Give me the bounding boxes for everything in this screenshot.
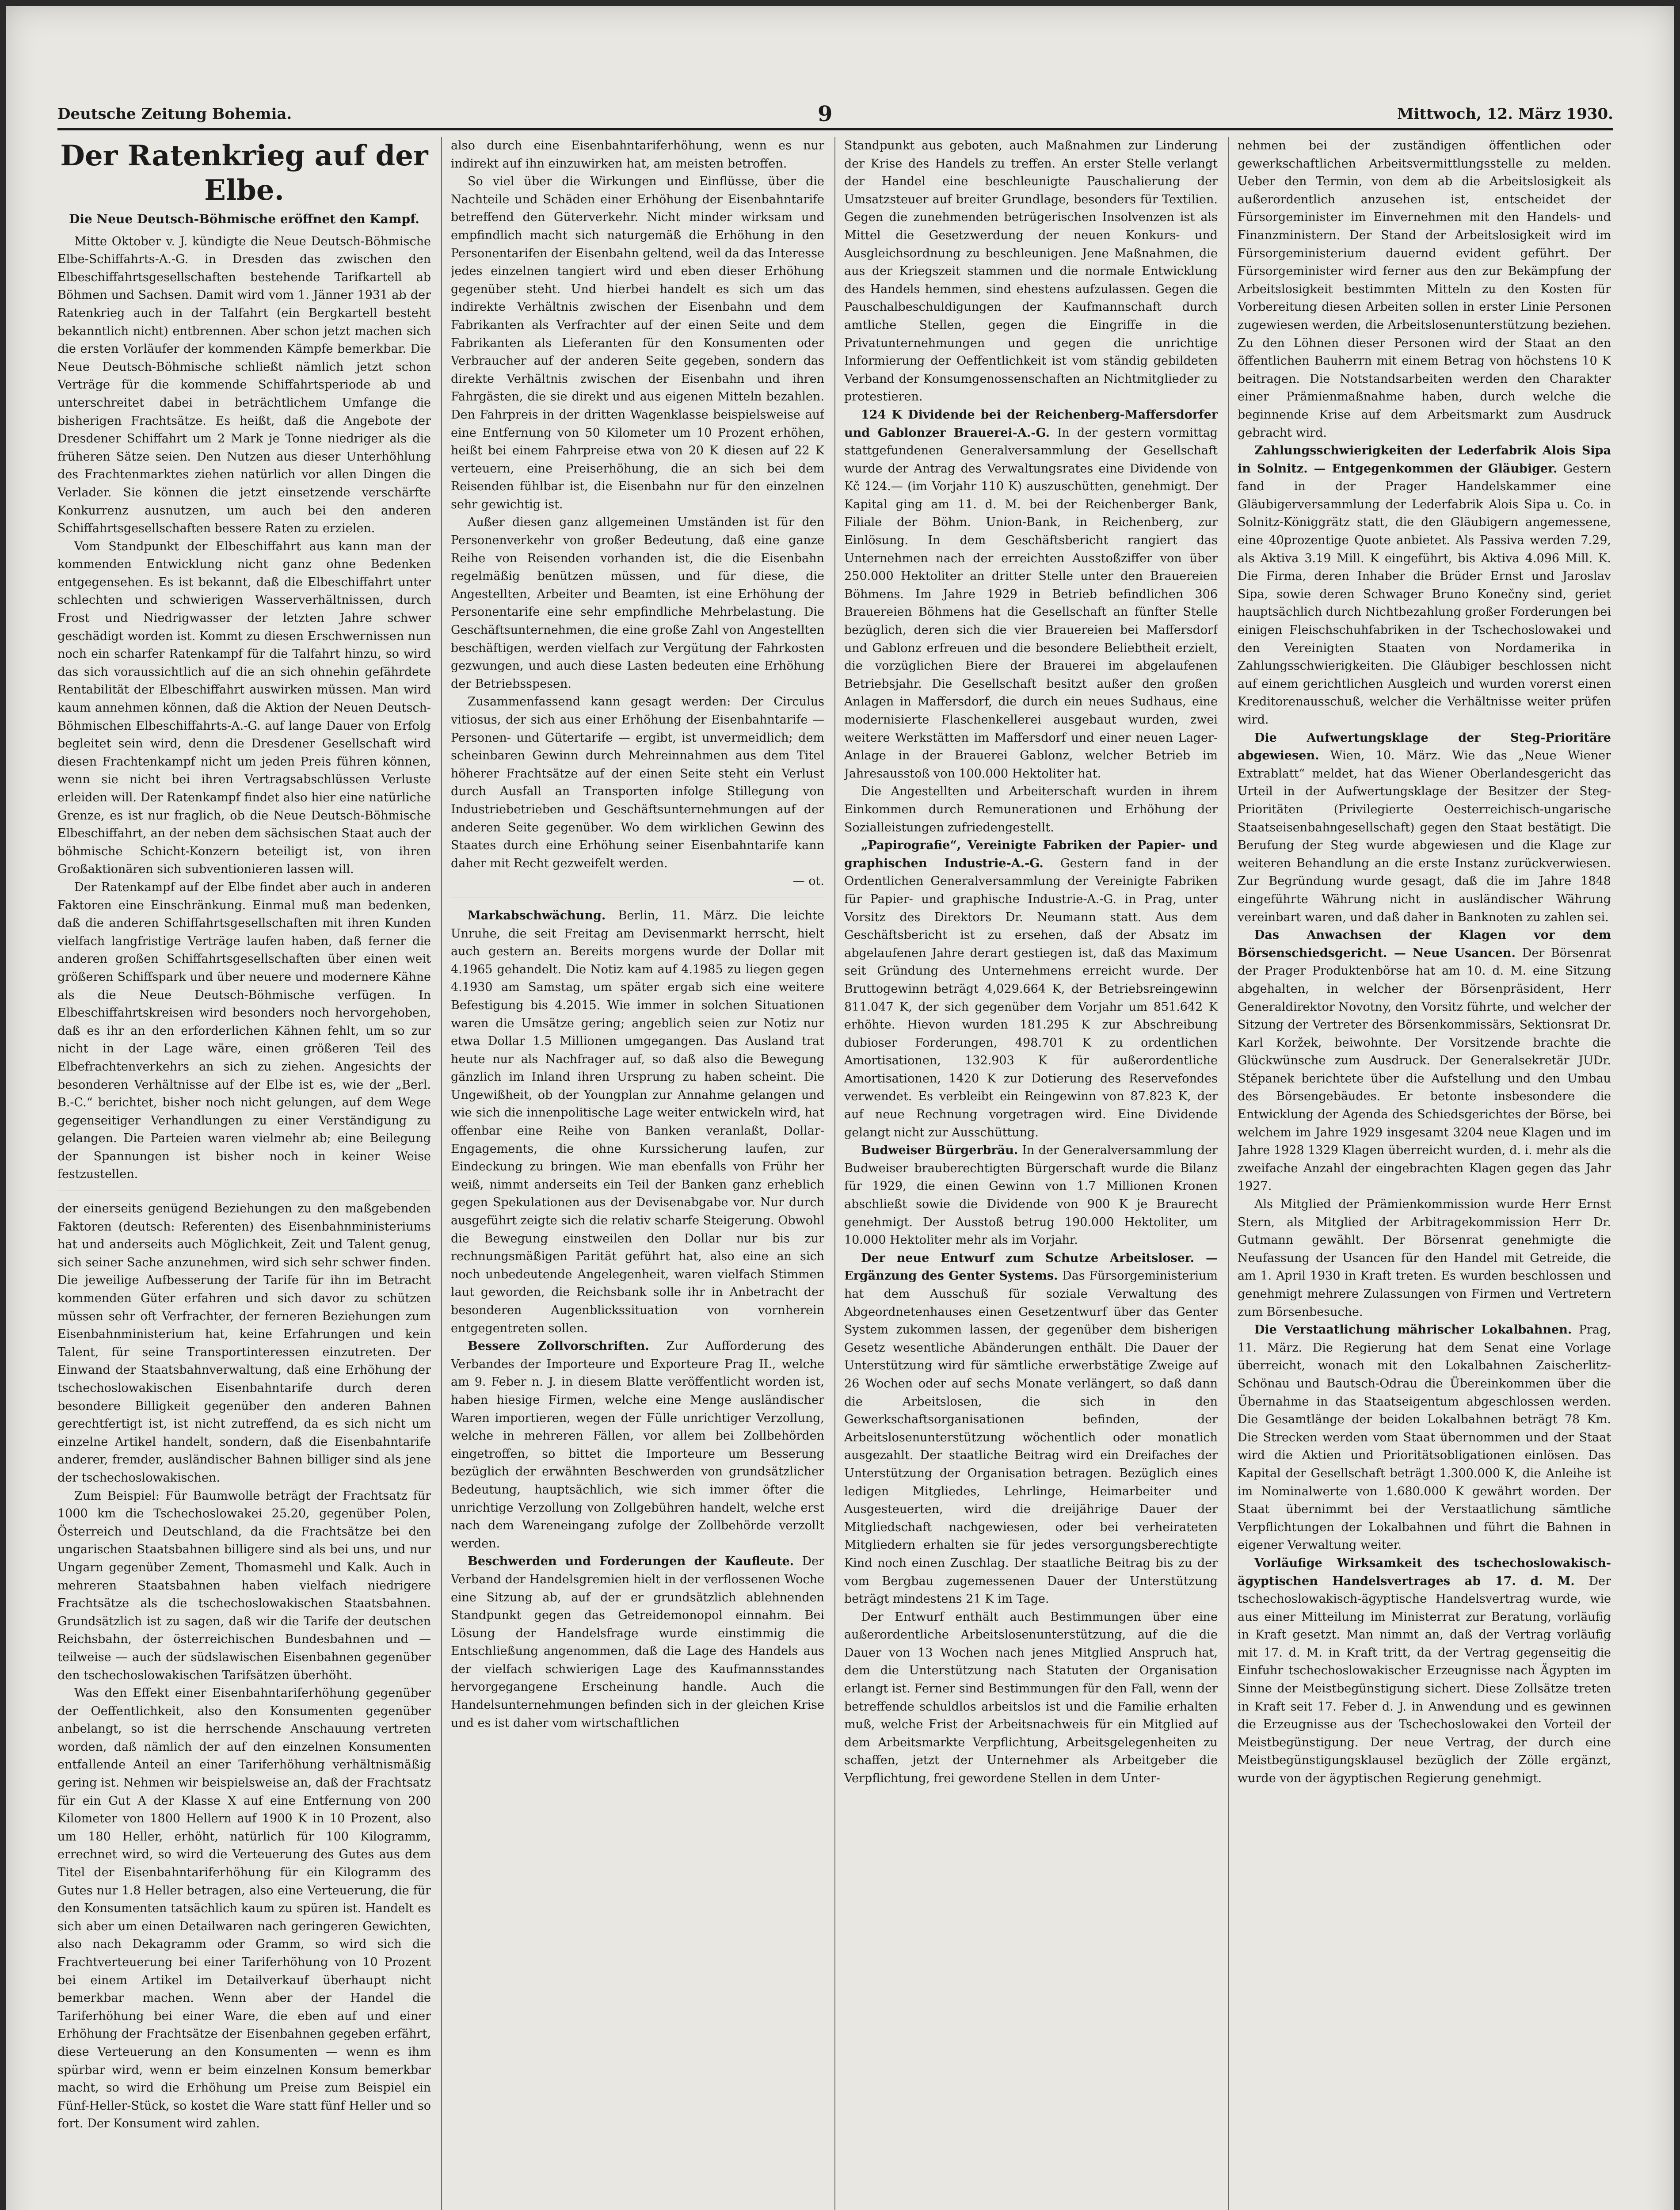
paragraph: Der Entwurf enthält auch Bestimmungen über eine außerordentliche Arbeitslosenunterstützung, auf die die Dauer von 13 Wochen nach jenes Mitglied Anspruch hat, dem die Unterstützung nach Statuten der Organisation erlangt ist. Ferner sind Bestimmungen für den Fall, wenn der betreffende schuldlos arbeitslos ist und die Familie erhalten muß, welche Frist der Arbeitsnachweis für ein Mitglied auf dem Arbeitsmarkte Verpflichtung, Arbeitsgelegenheiten zu schaffen, jetzt der Unternehmer als Arbeitgeber die Verpflichtung, frei gewordene Stellen in dem Unter- xyxy=(844,1610,1218,1786)
column-4 xyxy=(1238,137,1611,2210)
item-heading: Bessere Zollvorschriften. xyxy=(468,1339,649,1353)
paragraph: Als Mitglied der Prämienkommission wurde Herr Ernst Stern, als Mitglied der Arbitragekommission Herr Dr. Gutmann gewählt. Der Börsenrat genehmigte die Neufassung der Usancen für den Handel mit Getreide, die am 1. April 1930 in Kraft treten. Es wurden beschlossen und genehmigt mehrere Zulassungen von Firmen und Vertretern zum Börsenbesuche. xyxy=(1238,1197,1611,1319)
item-body: Der Börsenrat der Prager Produktenbörse hat am 10. d. M. eine Sitzung abgehalten, in welcher der Börsenpräsident, Herr Generaldirektor Novotny, den Vorsitz führte, und welcher der Sitzung der Vertreter des Börsenkommissärs, Sektionsrat Dr. Karl Koržek, beiwohnte. Der Vorsitzende brachte die Glückwünsche zum Ausdruck. Der Generalsekretär JUDr. Stěpanek berichtete über die Aufstellung und den Umbau des Börsengebäudes. Er betonte insbesondere die Entwicklung der Agenda des Schiedsgerichtes der Börse, bei welchem im Jahre 1929 insgesamt 3204 neue Klagen und im Jahre 1928 1329 Klagen überreicht wurden, d. i. mehr als die zweifache Anzahl der eingebrachten Klagen gegen das Jahr 1927. xyxy=(1238,946,1611,1193)
article-columns xyxy=(57,137,1613,2210)
news-item xyxy=(1238,926,1611,1196)
item-heading: Vorläufige Wirksamkeit des tschechoslowakisch-ägyptischen Handelsvertrages ab 17. d. M. xyxy=(1238,1556,1611,1588)
section-divider xyxy=(57,1190,431,1194)
paragraph: Mitte Oktober v. J. kündigte die Neue Deutsch-Böhmische Elbe-Schiffahrts-A.-G. in Dresden das zwischen den Elbeschiffahrtsgesellschaften bestehende Tarifkartell ab Böhmen und Sachsen. Damit wird vom 1. Jänner 1931 ab der Ratenkrieg auch in der Talfahrt (ein Bergkartell besteht bekanntlich nicht) entbrennen. Aber schon jetzt machen sich die ersten Vorläufer der kommenden Kämpfe bemerkbar. Die Neue Deutsch-Böhmische schließt nämlich jetzt schon Verträge für die kommende Schiffahrtsperiode ab und unterschreitet dabei in beträchtlichem Umfange die bisherigen Frachtsätze. Es heißt, daß die Angebote der Dresdener Schiffahrt um 2 Mark je Tonne niedriger als die früheren Sätze seien. Den Nutzen aus dieser Unterhöhlung des Frachtenmarktes ziehen natürlich vor allen Dingen die Verlader. Sie können die jetzt einsetzende verschärfte Konkurrenz ausnutzen, um auch bei den anderen Schiffahrtsgesellschaften bessere Raten zu erzielen. xyxy=(57,234,431,536)
paragraph: Vom Standpunkt der Elbeschiffahrt aus kann man der kommenden Entwicklung nicht ganz ohne Bedenken entgegensehen. Es ist bekannt, daß die Elbeschiffahrt unter schlechten und schwierigen Wasserverhältnissen, durch Frost und Niedrigwasser der letzten Jahre schwer geschädigt worden ist. Kommt zu diesen Erschwernissen nun noch ein scharfer Ratenkampf für die Talfahrt hinzu, so wird das sich voraussichtlich auf die an sich ohnehin gefährdete Rentabilität der Elbeschiffahrt auswirken müssen. Man wird kaum annehmen können, daß die Aktion der Neuen Deutsch-Böhmischen Elbeschiffahrts-A.-G. auf lange Dauer von Erfolg begleitet sein wird, denn die Dresdener Gesellschaft wird diesen Frachtenkampf nicht um jeden Preis führen können, wenn sie nicht bei ihren Vertragsabschlüssen Verluste erleiden will. Der Ratenkampf findet also hier eine natürliche Grenze, es ist nur fraglich, ob die Neue Deutsch-Böhmische Elbeschiffahrt, an der neben dem sächsischen Staat auch der böhmische Schicht-Konzern beteiligt ist, von ihren Großaktionären sich subventionieren lassen will. xyxy=(57,539,431,876)
item-body: Der tschechoslowakisch-ägyptische Handelsvertrag wurde, wie aus einer Mitteilung im Ministerrat zur Beratung, vorläufig in Kraft gesetzt. Man nimmt an, daß der Vertrag vorläufig mit 17. d. M. in Kraft tritt, da der Vertrag gegenseitig die Einfuhr tschechoslowakischer Erzeugnisse nach Ägypten im Sinne der Meistbegünstigung sichert. Diese Zollsätze treten in Kraft seit 17. Feber d. J. in Anwendung und es gewinnen die Erzeugnisse aus der Tschechoslowakei den Vorteil der Meistbegünstigung. Der neue Vertrag, der durch eine Meistbegünstigungsklausel bezüglich der Zölle ergänzt, wurde von der ägyptischen Regierung genehmigt. xyxy=(1238,1574,1611,1786)
paragraph: Was den Effekt einer Eisenbahntariferhöhung gegenüber der Oeffentlichkeit, also den Konsumenten gegenüber anbelangt, so ist die herrschende Anschauung vertreten worden, daß nämlich der auf den einzelnen Konsumenten entfallende Anteil an einer Tariferhöhung verhältnismäßig gering ist. Nehmen wir beispielsweise an, daß der Frachtsatz für ein Gut A der Klasse X auf eine Entfernung von 200 Kilometer von 1800 Hellern auf 1900 K in 10 Prozent, also um 180 Heller, erhöht, natürlich für 100 Kilogramm, errechnet wird, so wird die Verteuerung des Gutes aus dem Titel der Eisenbahntariferhöhung für ein Kilogramm des Gutes nur 1.8 Heller betragen, also eine Verteuerung, die für den Konsumenten tatsächlich kaum zu spüren ist. Handelt es sich aber um einen Detailwaren nach geringeren Gewichten, also nach Dekagramm oder Gramm, so wird sich die Frachtverteuerung bei einer Tariferhöhung von 10 Prozent bei einem Artikel im Detailverkauf überhaupt nicht bemerkbar machen. Wenn aber der Handel die Tariferhöhung bei einer Ware, die eben auf und einer Erhöhung der Frachtsätze der Eisenbahnen gegeben erfährt, diese Verteuerung an den Konsumenten — wenn es ihm spürbar wird, wenn er beim einzelnen Konsum bemerkbar macht, so wird die Erhöhung um Preise zum Beispiel ein Fünf-Heller-Stück, so kostet die Ware statt fünf Heller und so fort. Der Konsument wird zahlen. xyxy=(57,1686,431,2131)
news-item xyxy=(844,1250,1218,1608)
paragraph: Der Ratenkampf auf der Elbe findet aber auch in anderen Faktoren eine Einschränkung. Einmal muß man bedenken, daß die anderen Schiffahrtsgesellschaften mit ihren Kunden vielfach langfristige Verträge laufen haben, daß ferner die anderen großen Schiffahrtsgesellschaften über einen weit größeren Schiffspark und über neuere und modernere Kähne als die Neue Deutsch-Böhmische verfügen. In Elbeschiffahrtskreisen wird besonders noch hervorgehoben, daß es ihr an den erforderlichen Kähnen fehlt, um so zur nicht in der Lage wäre, einen größeren Teil des Elbefrachtenverkehrs an sich zu ziehen. Angesichts der besonderen Verhältnisse auf der Elbe ist es, wie der „Berl. B.-C.“ berichtet, bisher noch nicht gelungen, auf dem Wege gegenseitiger Verhandlungen zu einer Verständigung zu gelangen. Die Parteien waren vielmehr ab; eine Beilegung der Spannungen ist bisher noch in keiner Weise festzustellen. xyxy=(57,880,431,1181)
headline: Der Ratenkrieg auf der Elbe. xyxy=(60,139,428,207)
news-item xyxy=(844,1142,1218,1250)
news-item xyxy=(1238,442,1611,729)
paragraph: nehmen bei der zuständigen öffentlichen oder gewerkschaftlichen Arbeitsvermittlungsstelle zu melden. Ueber den Termin, von dem ab die Arbeitslosigkeit als außerordentlich anzusehen ist, entscheidet der Fürsorgeminister im Einvernehmen mit den Handels- und Finanzministern. Der Stand der Arbeitslosigkeit wird im Fürsorgeministerium dauernd evident geführt. Der Fürsorgeminister wird ferner aus den zur Bekämpfung der Arbeitslosigkeit bestimmten Mitteln zu den Kosten für Vorbereitung diesen Arbeiten sollen in erster Linie Personen zugewiesen werden, die Arbeitslosenunterstützung beziehen. Zu den Löhnen dieser Personen wird der Staat an den öffentlichen Bauherrn mit einem Betrag von höchstens 10 K beitragen. Die Notstandsarbeiten werden den Charakter einer Prämienmaßnahme haben, durch welche die beginnende Krise auf dem Arbeitsmarkt zum Ausdruck gebracht wird. xyxy=(1238,139,1611,440)
news-item xyxy=(1238,1555,1611,1788)
masthead-title: Deutsche Zeitung Bohemia. xyxy=(57,105,292,123)
news-item xyxy=(451,907,824,1337)
news-item xyxy=(451,1553,824,1732)
news-item xyxy=(1238,1321,1611,1555)
paragraph: Standpunkt aus geboten, auch Maßnahmen zur Linderung der Krise des Handels zu treffen. An erster Stelle verlangt der Handel eine beschleunigte Pauschalierung der Umsatzsteuer auf breiter Grundlage, besonders für Textilien. Gegen die zunehmenden betrügerischen Insolvenzen ist als Mittel die Gesetzwerdung der neuen Konkurs- und Ausgleichsordnung zu beschleunigen. Jene Maßnahmen, die aus der Kriegszeit stammen und die normale Entwicklung des Handels hemmen, sind ehestens aufzulassen. Gegen die Pauschalbeschuldigungen der Kaufmannschaft durch amtliche Stellen, gegen die Eingriffe in die Privatunternehmungen und gegen die unrichtige Informierung der Oeffentlichkeit ist vom ständig gebildeten Verband der Konsumgenossenschaften an Nichtmitglieder zu protestieren. xyxy=(844,139,1218,404)
item-heading: Das Anwachsen der Klagen vor dem Börsenschiedsgericht. — Neue Usancen. xyxy=(1238,928,1611,960)
item-body: Wien, 10. März. Wie das „Neue Wiener Extrablatt“ meldet, hat das Wiener Oberlandesgericht das Urteil in der Aufwertungsklage der Besitzer der Steg-Prioritäten (Privilegierte Oesterreichisch-ungarische Staatseisenbahngesellschaft) gegen den Staat bestätigt. Die Berufung der Steg wurde abgewiesen und die Klage zur weiteren Behandlung an die erste Instanz zurückverwiesen. Zur Begründung wurde gesagt, daß die im Jahre 1848 eingeführte Währung nicht in ausländischer Währung vereinbart waren, und daß daher in Banknoten zu zahlen sei. xyxy=(1238,749,1611,924)
news-item xyxy=(451,1337,824,1553)
paragraph: Zusammenfassend kann gesagt werden: Der Circulus vitiosus, der sich aus einer Erhöhung der Eisenbahntarife — Personen- und Gütertarife — ergibt, ist unvermeidlich; dem scheinbaren Gewinn durch Mehreinnahmen aus dem Titel höherer Frachtsätze auf der einen Seite steht ein Verlust durch Ausfall an Transporten infolge Stillegung von Industriebetrieben und Geschäftsunternehmungen auf der anderen Seite gegenüber. Wo dem wirklichen Gewinn des Staates durch eine Erhöhung seiner Eisenbahntarife kann daher mit Recht gezweifelt werden. xyxy=(451,695,824,870)
item-body: Gestern fand in der Prager Handelskammer eine Gläubigerversammlung der Lederfabrik Alois Sipa u. Co. in Solnitz-Königgrätz statt, die den Gläubigern angemessene, eine 40prozentige Quote anbietet. Als Passiva werden 7.29, als Aktiva 3.19 Mill. K eingeführt, bis Aktiva 4.096 Mill. K. Die Firma, deren Inhaber die Brüder Ernst und Jaroslav Sipa, sowie deren Schwager Bruno Konečny sind, geriet hauptsächlich durch Nichtbezahlung großer Forderungen bei einigen Fleischschuhfabriken in der Tschechoslowakei und den Vereinigten Staaten von Nordamerika in Zahlungsschwierigkeiten. Die Gläubiger beschlossen nicht auf einem gerichtlichen Ausgleich und wurden vorerst einen Kreditorenausschuß, welcher die Verhältnisse weiter prüfen wird. xyxy=(1238,461,1611,727)
item-heading: Der neue Entwurf zum Schutze Arbeitsloser. — Ergänzung des Genter Systems. xyxy=(844,1251,1218,1283)
newspaper-page xyxy=(57,102,1613,2210)
column-3 xyxy=(844,137,1218,2210)
paragraph: also durch eine Eisenbahntariferhöhung, wenn es nur indirekt auf ihn einzuwirken hat, am meisten betroffen. xyxy=(451,139,824,171)
section-divider xyxy=(451,897,824,901)
item-heading: Beschwerden und Forderungen der Kaufleute. xyxy=(468,1555,794,1569)
item-body: In der gestern vormittag stattgefundenen Generalversammlung der Gesellschaft wurde der Antrag des Verwaltungsrates eine Dividende von Kč 124.— (im Vorjahr 110 K) auszuschütten, genehmigt. Der Kapital ging am 11. d. M. bei der Reichenberger Bank, Filiale der Böhm. Union-Bank, in Reichenberg, zur Einlösung. In dem Geschäftsbericht rangiert das Unternehmen nach der erreichten Ausstoßziffer von über 250.000 Hektoliter an dritter Stelle unter den Brauereien Böhmens. Im Jahre 1929 in Betrieb befindlichen 306 Brauereien Böhmens hat die Gesellschaft an fünfter Stelle bezüglich, deren sich die vier Brauereien bei Maffersdorf und Gablonz erfreuen und die besondere Beliebtheit erzielt, die vorzüglichen Biere der Brauerei im abgelaufenen Betriebsjahr. Die Gesellschaft besitzt außer den großen Anlagen in Maffersdorf, die durch ein neues Sudhaus, eine modernisierte Flaschenkellerei ausgebaut wurden, zwei weitere Werkstätten im Maffersdorf und einer neuen Lager-Anlage in der Brauerei Gablonz, welcher Betrieb im Jahresausstoß von 100.000 Hektoliter hat. xyxy=(844,426,1218,781)
column-2 xyxy=(451,137,824,2210)
column-1 xyxy=(57,137,431,2210)
news-item xyxy=(844,406,1218,783)
paragraph: Zum Beispiel: Für Baumwolle beträgt der Frachtsatz für 1000 km die Tschechoslowakei 25.20, gegenüber Polen, Österreich und Deutschland, da die Frachtsätze bei den ungarischen Staatsbahnen billigere sind als bei uns, und nur Ungarn gegenüber Zement, Thomasmehl und Kalk. Auch in mehreren Staatsbahnen haben vielfach niedrigere Frachtsätze als die tschechoslowakischen Staatsbahnen. Grundsätzlich ist zu sagen, daß wir die Tarife der deutschen Reichsbahn, der österreichischen Bundesbahnen und — teilweise — auch der südslawischen Eisenbahnen gegenüber den tschechoslowakischen Tarifsätzen überhöht. xyxy=(57,1489,431,1682)
signature: — ot. xyxy=(792,874,824,888)
item-body: In der Generalversammlung der Budweiser brauberechtigten Bürgerschaft wurde die Bilanz für 1929, die einen Gewinn von 1.7 Millionen Kronen abschließt sowie die Dividende von 900 K je Braurecht genehmigt. Der Ausstoß betrug 190.000 Hektoliter, um 10.000 Hektoliter mehr als im Vorjahr. xyxy=(844,1143,1218,1247)
running-head xyxy=(57,102,1613,130)
news-item xyxy=(1238,729,1611,927)
issue-date: Mittwoch, 12. März 1930. xyxy=(1397,105,1613,123)
item-heading: Die Verstaatlichung mährischer Lokalbahnen. xyxy=(1254,1323,1572,1337)
item-body: Gestern fand in der Ordentlichen Generalversammlung der Vereinigte Fabriken für Papier- und graphische Industrie-A.-G. in Prag, unter Vorsitz des Direktors Dr. Neumann statt. Aus dem Geschäftsbericht ist zu ersehen, daß der Absatz im abgelaufenen Jahre derart gestiegen ist, daß das Maximum seit Gründung des Unternehmens erreicht wurde. Der Bruttogewinn beträgt 4,029.664 K, der Betriebsreingewinn 811.047 K, der sich gegenüber dem Vorjahr um 851.642 K erhöhte. Hievon wurden 181.295 K zur Abschreibung dubioser Forderungen, 498.701 K zu ordentlichen Amortisationen, 132.903 K für außerordentliche Amortisationen, 1420 K zur Dotierung des Reservefondes verwendet. Es verbleibt ein Reingewinn von 87.823 K, der auf neue Rechnung vorgetragen wird. Eine Dividende gelangt nicht zur Ausschüttung. xyxy=(844,856,1218,1139)
item-heading: Markabschwächung. xyxy=(468,908,606,922)
item-body: Prag, 11. März. Die Regierung hat dem Senat eine Vorlage überreicht, wonach mit den Lokalbahnen Zaischerlitz-Schönau und Bautsch-Odrau die Übereinkommen über die Übernahme in das Staatseigentum abgeschlossen werden. Die Gesamtlänge der beiden Lokalbahnen beträgt 78 Km. Die Strecken werden vom Staat übernommen und der Staat wird die Aktien und Prioritätsobligationen einlösen. Das Kapital der Gesellschaft beträgt 1.300.000 K, die Anleihe ist im Nominalwerte von 1.680.000 K gewährt worden. Der Staat übernimmt bei der Verstaatlichung sämtliche Verpflichtungen der Lokalbahnen und führt die Bahnen in eigener Verwaltung weiter. xyxy=(1238,1323,1611,1552)
subheadline: Die Neue Deutsch-Böhmische eröffnet den Kampf. xyxy=(69,212,419,226)
page-number: 9 xyxy=(818,102,833,126)
paragraph: Die Angestellten und Arbeiterschaft wurden in ihrem Einkommen durch Remunerationen und Erhöhung der Sozialleistungen zufriedengestellt. xyxy=(844,785,1218,834)
item-heading: „Papirografie“, Vereinigte Fabriken der Papier- und graphischen Industrie-A.-G. xyxy=(844,838,1218,870)
item-heading: 124 K Dividende bei der Reichenberg-Maffersdorfer und Gablonzer Brauerei-A.-G. xyxy=(844,408,1218,440)
news-item xyxy=(844,837,1218,1142)
paragraph: der einerseits genügend Beziehungen zu den maßgebenden Faktoren (deutsch: Referenten) des Eisenbahnministeriums hat und anderseits auch Möglichkeit, Zeit und Talent genug, sich seiner Sache anzunehmen, wird sich sehr schwer finden. Die jeweilige Aufbesserung der Tarife für ihn im Betracht kommenden Güter erfahren und sich davor zu schützen müssen sehr oft Verfrachter, der ferneren Beziehungen zum Eisenbahnministerium hat, keine Erfahrungen und kein Talent, für seine Transportinteressen einzutreten. Der Einwand der Staatsbahnverwaltung, daß eine Erhöhung der tschechoslowakischen Eisenbahntarife durch deren besondere Billigkeit gegenüber den anderen Bahnen gerechtfertigt ist, ist nicht zutreffend, da es sich nicht um einzelne Artikel handelt, sondern, daß die Eisenbahntarife anderer, fremder, ausländischer Bahnen billiger sind als jene der tschechoslowakischen. xyxy=(57,1202,431,1485)
item-body: Berlin, 11. März. Die leichte Unruhe, die seit Freitag am Devisenmarkt herrscht, hielt auch gestern an. Bereits morgens wurde der Dollar mit 4.1965 gehandelt. Die Notiz kam auf 4.1985 zu liegen gegen 4.1930 am Samstag, um später ergab sich eine weitere Befestigung bis 4.2015. Wie immer in solchen Situationen waren die Umsätze gering; angeblich seien zur Notiz nur etwa Dollar 1.5 Millionen umgegangen. Das Ausland trat heute nur als Nachfrager auf, so daß also die Bewegung gänzlich im Inland ihren Ursprung zu haben scheint. Die Ungewißheit, ob der Youngplan zur Annahme gelangen und wie sich die innenpolitische Lage weiter entwickeln wird, hat offenbar eine Reihe von Banken veranlaßt, Dollar-Engagements, die ohne Kurssicherung laufen, zur Eindeckung zu bringen. Wie man ebenfalls von Frühr her weiß, nimmt anderseits ein Teil der Banken ganz erheblich gegen Spekulationen aus der Devisenabgabe vor. Nur durch ausgeführt zeigte sich die relativ scharfe Steigerung. Obwohl die Bewegung einstweilen den Dollar nur bis zur rechnungsmäßigen Parität geführt hat, also eine an sich noch unbedeutende Angelegenheit, waren vielfach Stimmen laut geworden, die Reichsbank solle ihr in Anbetracht der besonderen Augenblickssituation von vornherein entgegentreten sollen. xyxy=(451,908,824,1335)
paragraph: Außer diesen ganz allgemeinen Umständen ist für den Personenverkehr von großer Bedeutung, daß eine ganze Reihe von Reisenden vorhanden ist, die die Eisenbahn regelmäßig benützen müssen, und für diese, die Angestellten, Arbeiter und Beamten, ist eine Erhöhung der Personentarife eine sehr empfindliche Mehrbelastung. Die Geschäftsunternehmen, die eine große Zahl von Angestellten beschäftigen, werden vielfach zur Vergütung der Fahrkosten gezwungen, und auch diese Lasten bedeuten eine Erhöhung der Betriebsspesen. xyxy=(451,515,824,691)
item-heading: Die Aufwertungsklage der Steg-Prioritäre abgewiesen. xyxy=(1238,731,1611,763)
paragraph: So viel über die Wirkungen und Einflüsse, über die Nachteile und Schäden einer Erhöhung der Eisenbahntarife betreffend den Güterverkehr. Nicht minder wirksam und empfindlich macht sich naturgemäß die Erhöhung in den Personentarifen der Eisenbahn geltend, weil da das Interesse jedes einzelnen tangiert wird und eben dieser Erhöhung gegenüber steht. Und hierbei handelt es sich um das indirekte Verhältnis zwischen der Eisenbahn und dem Fabrikanten als Verfrachter auf der einen Seite und dem Fabrikanten als Lieferanten für den Konsumenten oder Verbraucher auf der anderen Seite gegeben, sondern das direkte Verhältnis zwischen der Eisenbahn und ihren Fahrgästen, die sie direkt und aus eigenen Mitteln bezahlen. Den Fahrpreis in der dritten Wagenklasse beispielsweise auf eine Entfernung von 50 Kilometer um 10 Prozent erhöhen, heißt bei einem Fahrpreise etwa von 20 K diesen auf 22 K verteuern, eine Preiserhöhung, die an sich bei dem Reisenden fühlbar ist, die Eisenbahn nur für den einzelnen sehr gewichtig ist. xyxy=(451,175,824,511)
item-heading: Zahlungsschwierigkeiten der Lederfabrik Alois Sipa in Solnitz. — Entgegenkommen der Gläubiger. xyxy=(1238,444,1611,476)
item-body: Zur Aufforderung des Verbandes der Importeure und Exporteure Prag II., welche am 9. Feber n. J. in diesem Blatte veröffentlicht worden ist, haben hiesige Firmen, welche eine Menge ausländischer Waren importieren, wegen der Fülle unrichtiger Verzollung, welche in mehreren Fällen, vor allem bei Zollbehörden eingetroffen, so bittet die Importeure um Besserung bezüglich der erwähnten Beschwerden von grundsätzlicher Bedeutung, hauptsächlich, wie sich immer öfter die unrichtige Verzollung von Zollgebühren handelt, welche erst nach dem Wareneingang zufolge der Zollbehörde verzollt werden. xyxy=(451,1339,824,1551)
item-body: Der Verband der Handelsgremien hielt in der verflossenen Woche eine Sitzung ab, auf der er grundsätzlich ablehnenden Standpunkt gegen das Getreidemonopol einnahm. Bei Lösung der Handelsfrage wurde einstimmig die Entschließung angenommen, daß die Lage des Handels aus der vielfach schwierigen Lage des Kaufmannsstandes hervorgegangene Erscheinung handle. Auch die Handelsunternehmungen befinden sich in der gleichen Krise und es ist daher vom wirtschaftlichen xyxy=(451,1555,824,1730)
item-body: Das Fürsorgeministerium hat dem Ausschuß für soziale Verwaltung des Abgeordnetenhauses einen Gesetzentwurf über das Genter System zukommen lassen, der gegenüber dem bisherigen Gesetz wesentliche Abänderungen enthält. Die Dauer der Unterstützung wird für sämtliche erwerbstätige Zweige auf 26 Wochen oder auf sechs Monate verlängert, so daß dann die Arbeitslosen, die sich in den Gewerkschaftsorganisationen befinden, der Arbeitslosenunterstützung wöchentlich oder monatlich ausgezahlt. Der staatliche Beitrag wird ein Dreifaches der Unterstützung der Organisation betragen. Bezüglich eines ledigen Mitgliedes, Lehrlinge, Heimarbeiter und Ausgesteuerten, wird die dreijährige Dauer der Mitgliedschaft nachgewiesen, oder bei verheirateten Mitgliedern erhalten sie für jedes versorgungsberechtigte Kind noch einen Zuschlag. Der staatliche Beitrag bis zu der vom Bergbau zugemessenen Dauer der Unterstützung beträgt mindestens 21 K im Tage. xyxy=(844,1269,1218,1606)
item-heading: Budweiser Bürgerbräu. xyxy=(861,1143,1018,1158)
